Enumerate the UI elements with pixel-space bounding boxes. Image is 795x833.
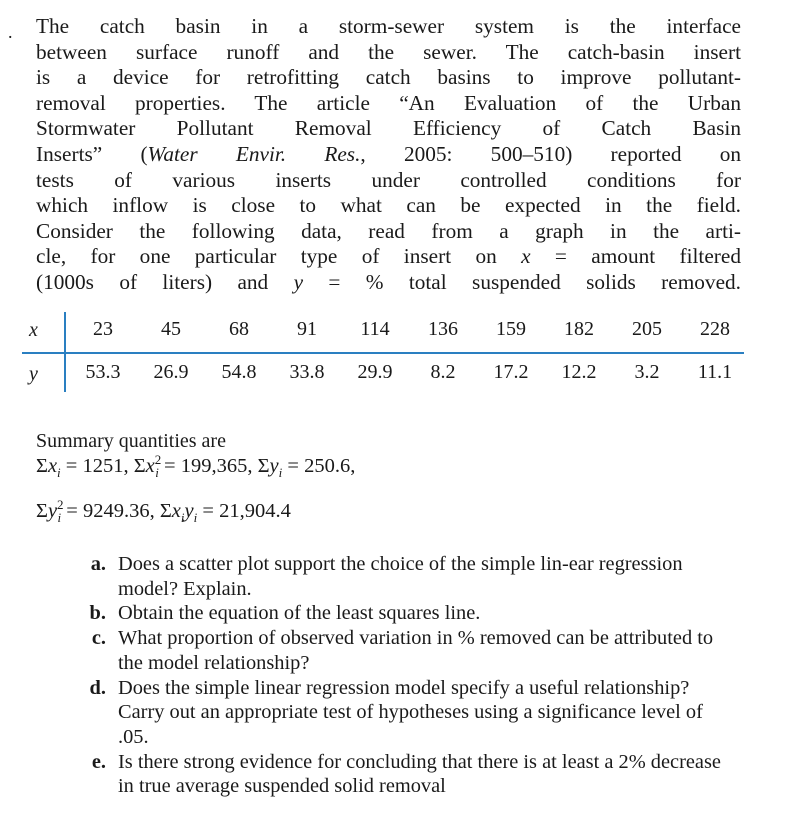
question-text: Does the simple linear regression model specify a useful relationship? Carry out an appropriate test of hypotheses using a significance level of .05. — [118, 676, 703, 748]
question-label: b. — [89, 602, 106, 625]
intro-line: The catch basin in a storm-sewer system is the interface — [36, 14, 741, 38]
journal-name: Water Envir. Res. — [147, 141, 361, 166]
intro-line: between surface runoff and the sewer. The catch-basin insert — [36, 39, 741, 64]
summary-equations-line-1 — [36, 452, 355, 481]
summary-heading: Summary quantities are — [36, 430, 226, 452]
intro-text: cle, for one particular type of insert on — [36, 244, 522, 269]
table-cell: 8.2 — [430, 361, 456, 383]
table-horizontal-rule — [22, 352, 744, 354]
table-cell: 33.8 — [289, 361, 325, 383]
intro-line: tests of various inserts under controlled conditions for — [36, 167, 741, 192]
table-cell: 91 — [297, 318, 317, 340]
sum-x2-value: = 199,365, — [164, 454, 253, 477]
sum-y2-value: = 9249.36, — [66, 499, 155, 522]
data-table — [22, 312, 744, 392]
table-cell: 3.2 — [634, 361, 660, 383]
x-values-row — [78, 318, 740, 341]
question-item — [80, 626, 730, 675]
question-list — [80, 552, 730, 799]
table-cell: 45 — [161, 318, 181, 340]
table-cell: 12.2 — [561, 361, 597, 383]
question-text: Obtain the equation of the least squares line. — [118, 602, 481, 625]
intro-line: is a device for retrofitting catch basins to improve pollutant- — [36, 65, 741, 90]
question-text: Is there strong evidence for concluding that there is at least a 2% decrease in true average suspended solid removal — [118, 750, 721, 798]
table-cell: 228 — [700, 318, 730, 340]
sum-y2: $\Sigma y^2_i = 9249.36$, — [36, 497, 155, 525]
intro-line: removal properties. The article “An Evaluation of the Urban — [36, 90, 741, 115]
table-cell: 11.1 — [697, 361, 733, 383]
citation-close: , 2005: 500–510) reported on — [360, 141, 741, 166]
table-cell: 26.9 — [153, 361, 189, 383]
table-cell: 205 — [632, 318, 662, 340]
sum-y: $\Sigma y_i = 250.6$, — [257, 454, 356, 480]
var-y: y — [293, 269, 304, 294]
sum-x: $\Sigma x_i = 1251$, — [36, 454, 129, 480]
table-cell: 54.8 — [221, 361, 257, 383]
row-label-x: x — [29, 319, 38, 341]
y-values-row — [78, 361, 740, 384]
question-item — [80, 750, 730, 799]
intro-line: Consider the following data, read from a graph in the arti- — [36, 218, 741, 243]
table-cell: 159 — [496, 318, 526, 340]
sum-xy-value: = 21,904.4 — [202, 499, 291, 522]
question-item — [80, 601, 730, 626]
citation-open: Inserts” ( — [36, 141, 148, 166]
row-label-y: y — [29, 363, 38, 385]
sum-x-value: = 1251, — [65, 454, 129, 477]
table-cell: 29.9 — [357, 361, 393, 383]
intro-text: (1000s of liters) and — [36, 269, 294, 294]
intro-text: = % total suspended solids removed. — [303, 269, 742, 294]
question-label: a. — [90, 553, 106, 575]
intro-line-x — [36, 244, 741, 270]
table-cell: 136 — [428, 318, 458, 340]
table-cell: 53.3 — [85, 361, 121, 383]
sum-y-value: = 250.6, — [287, 454, 356, 477]
question-item — [80, 676, 730, 750]
question-label: c. — [91, 627, 106, 650]
question-label: d. — [89, 676, 106, 699]
table-cell: 17.2 — [493, 361, 529, 383]
sum-xy: $\Sigma x_iy_i = 21,904.4$ — [159, 499, 291, 525]
sum-x2: $\Sigma x^2_i = 199,365$, — [133, 452, 253, 480]
intro-line: which inflow is close to what can be expected in the field. — [36, 193, 741, 218]
intro-line: Stormwater Pollutant Removal Efficiency of Catch Basin — [36, 116, 741, 141]
table-cell: 23 — [93, 318, 113, 340]
var-x: x — [521, 244, 531, 269]
summary-equations-line-2 — [36, 497, 291, 526]
table-cell: 114 — [360, 318, 390, 340]
intro-text: = amount filtered — [530, 244, 741, 269]
question-item — [80, 552, 730, 601]
intro-line-y — [36, 270, 741, 296]
question-label: e. — [91, 750, 106, 773]
intro-line-citation — [36, 142, 741, 168]
table-cell: 182 — [564, 318, 594, 340]
exercise-intro — [36, 14, 741, 296]
table-cell: 68 — [229, 318, 249, 340]
question-text: Does a scatter plot support the choice of the simple lin-ear regression model? Explain. — [118, 553, 683, 600]
question-text: What proportion of observed variation in % removed can be attributed to the model relationship? — [118, 627, 714, 674]
exercise-marker: . — [8, 22, 13, 42]
